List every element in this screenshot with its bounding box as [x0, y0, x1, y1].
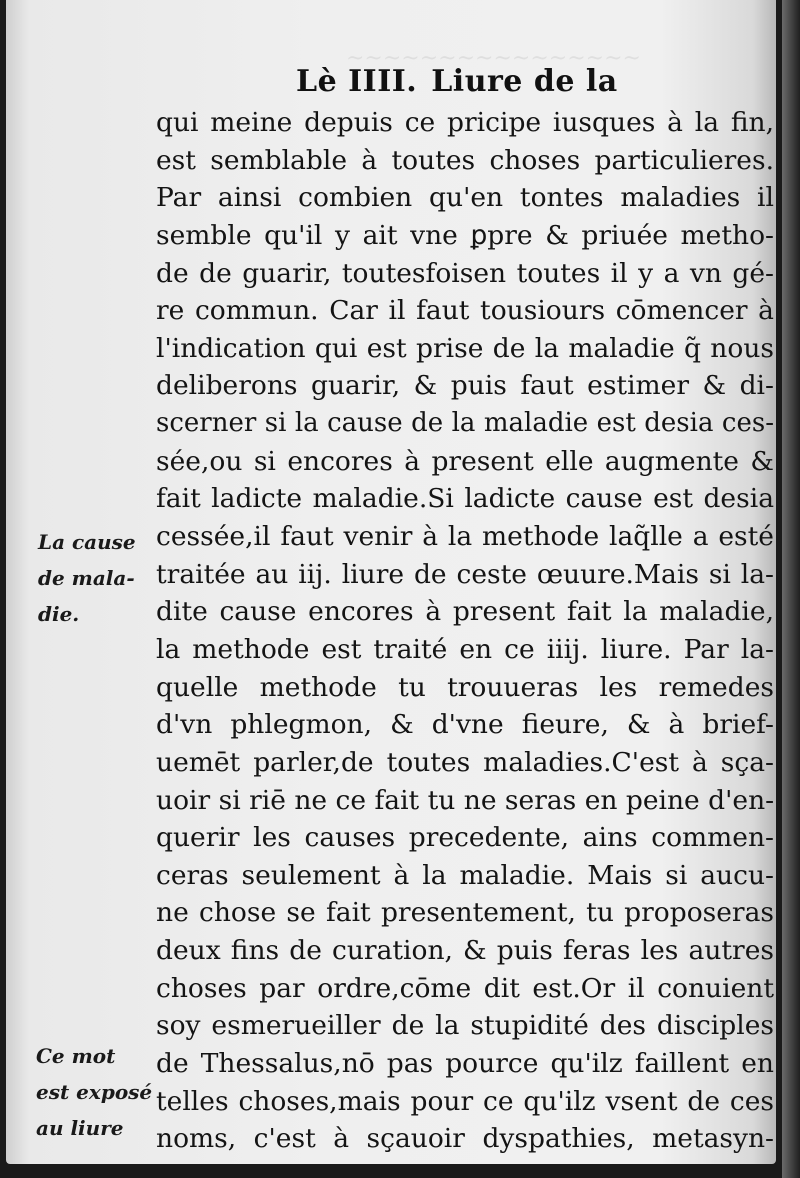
book-page — [6, 0, 776, 1164]
text-line: de de guarir, toutesfoisen toutes il y a vn gé- — [156, 257, 774, 289]
text-line: de Thessalus,nō pas pource qu'ilz faillent en — [156, 1048, 774, 1080]
body-text — [156, 104, 774, 1158]
text-line: Par ainsi combien qu'en tontes maladies il — [156, 182, 774, 214]
text-line: sée,ou si encores à present elle augmente & — [156, 445, 774, 477]
text-line: querir les causes precedente, ains commen- — [156, 822, 774, 854]
text-line: qui meine depuis ce pricipe iusques à la fin, — [156, 107, 774, 138]
text-line: re commun. Car il faut tousiours cōmencer à — [156, 295, 774, 327]
margin-note-line: La cause — [38, 530, 136, 554]
text-line: fait ladicte maladie.Si ladicte cause est desia — [156, 483, 774, 515]
book-gutter — [782, 0, 800, 1178]
text-line: ceras seulement à la maladie. Mais si aucu- — [156, 859, 774, 891]
margin-note-line: au liure — [36, 1116, 124, 1140]
running-header — [296, 64, 632, 99]
text-line: deux fins de curation, & puis feras les autres — [156, 935, 774, 967]
text-line: uemēt parler,de toutes maladies.C'est à sça- — [156, 746, 774, 778]
text-line: semble qu'il y ait vne ꝑpre & priuée metho- — [156, 219, 774, 251]
text-line: la methode est traité en ce iiij. liure. Par la- — [156, 633, 774, 665]
text-line: telles choses,mais pour ce qu'ilz vsent de ces — [156, 1085, 774, 1117]
header-book-number: Lè IIII. — [296, 64, 418, 99]
text-line: choses par ordre,cōme dit est.Or il conuient — [156, 972, 774, 1004]
text-line: dite cause encores à present fait la maladie, — [156, 596, 774, 628]
text-line: deliberons guarir, & puis faut estimer & di- — [156, 370, 774, 402]
margin-note-word — [36, 1038, 152, 1146]
text-line: uoir si riē ne ce fait tu ne seras en peine d'en- — [156, 784, 774, 816]
text-line: noms, c'est à sçauoir dyspathies, metasyn- — [156, 1123, 774, 1155]
text-line: traitée au iij. liure de ceste œuure.Mais si la- — [156, 558, 774, 590]
text-line: quelle methode tu trouueras les remedes — [156, 671, 774, 703]
header-title: Liure de la — [431, 64, 618, 99]
text-line: l'indication qui est prise de la maladie q̃ nous — [156, 332, 774, 364]
margin-note-cause — [38, 524, 136, 632]
text-line: cessée,il faut venir à la methode laq̃lle a esté — [156, 521, 774, 553]
margin-note-line: die. — [38, 602, 80, 626]
text-line: ne chose se fait presentement, tu proposeras — [156, 897, 774, 929]
text-line: soy esmerueiller de la stupidité des disciples — [156, 1010, 774, 1042]
margin-note-line: de mala- — [38, 566, 135, 590]
text-line: d'vn phlegmon, & d'vne fieure, & à brief- — [156, 709, 774, 741]
text-line: est semblable à toutes choses particulieres. — [156, 144, 774, 176]
bleed-through-text: ~~~~~~~~~~~~~~~~ — [346, 46, 641, 71]
margin-note-line: est exposé — [36, 1080, 153, 1104]
margin-note-line: Ce mot — [36, 1044, 116, 1068]
text-line: scerner si la cause de la maladie est desia ces- — [156, 408, 774, 439]
